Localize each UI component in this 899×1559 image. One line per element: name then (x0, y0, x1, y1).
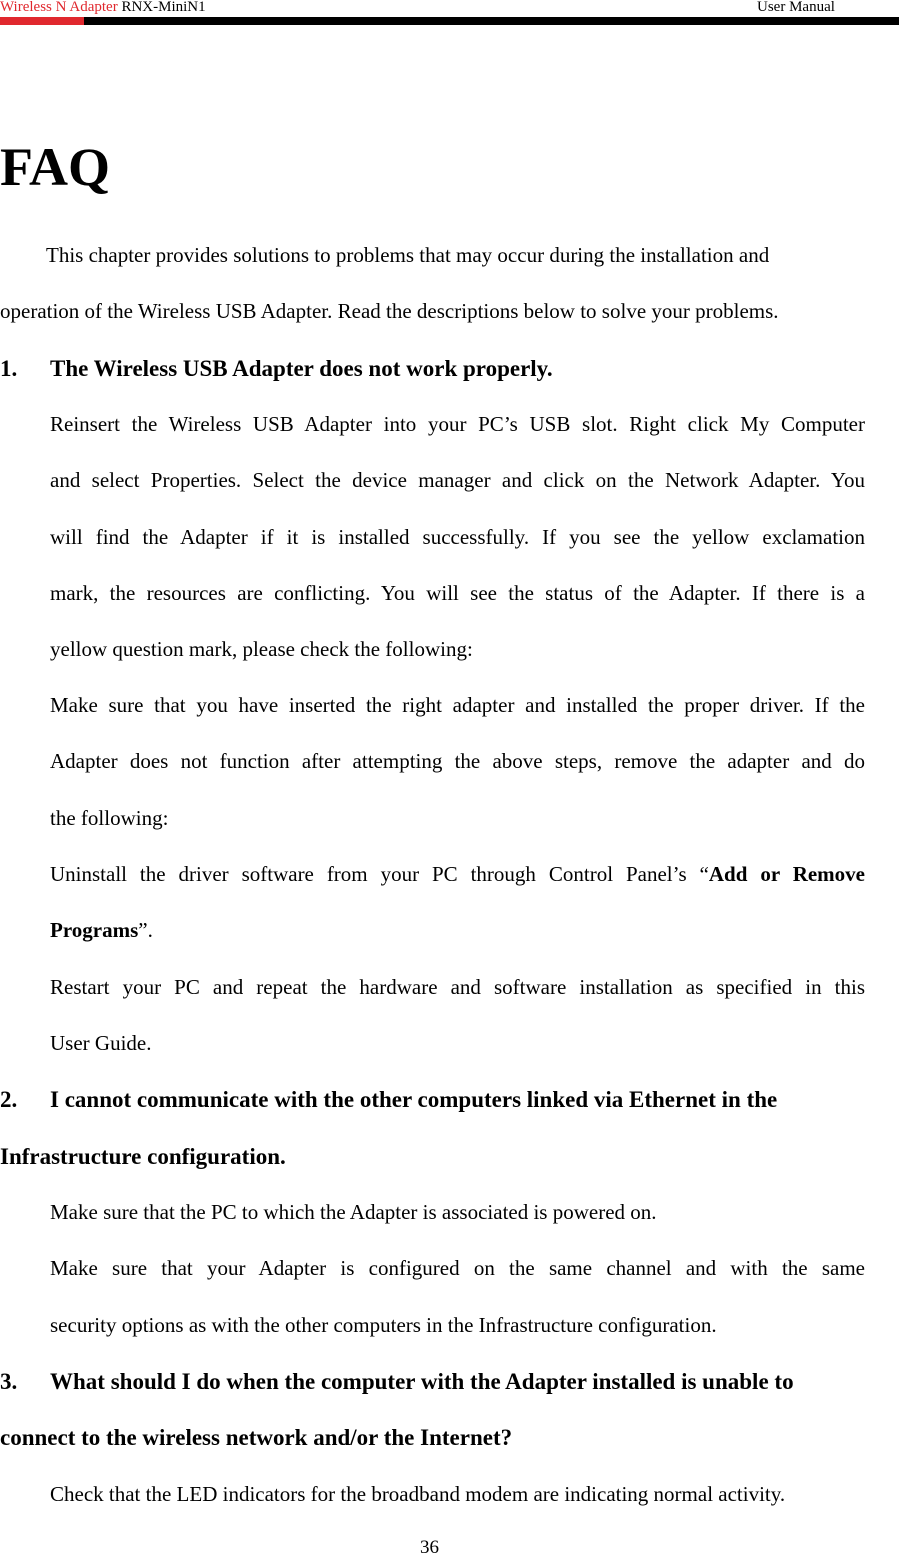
q3-line-1: Check that the LED indicators for the broadband modem are indicating normal activity. (50, 1482, 786, 1506)
q1-number: 1. (0, 356, 18, 381)
q1-line-3: will find the Adapter if it is installed successfully. If you see the yellow exclamation (50, 525, 865, 549)
q1-uninstall-text: Uninstall the driver software from your PC through Control Panel’s “ (50, 862, 709, 886)
q3-title-line-1: What should I do when the computer with the Adapter installed is unable to (50, 1369, 794, 1394)
q1-title: The Wireless USB Adapter does not work properly. (50, 356, 553, 381)
header-accent-bar (0, 17, 84, 25)
page-title: FAQ (0, 137, 110, 197)
q3-number: 3. (0, 1369, 18, 1394)
header-product-name (0, 0, 206, 16)
q1-line-2: and select Properties. Select the device manager and click on the Network Adapter. You (50, 468, 865, 492)
intro-line-2: operation of the Wireless USB Adapter. Read the descriptions below to solve your problems. (0, 299, 779, 323)
q1-line-4: mark, the resources are conflicting. You will see the status of the Adapter. If there is a (50, 581, 865, 605)
page-header (0, 0, 899, 26)
header-rule (84, 17, 899, 25)
q2-line-1: Make sure that the PC to which the Adapter is associated is powered on. (50, 1200, 657, 1224)
q1-line-5: yellow question mark, please check the following: (50, 637, 473, 661)
q1-line-1: Reinsert the Wireless USB Adapter into your PC’s USB slot. Right click My Computer (50, 412, 865, 436)
intro-line-1: This chapter provides solutions to problems that may occur during the installation and (46, 243, 770, 267)
q1-programs-line (50, 918, 153, 942)
header-model: RNX-MiniN1 (117, 0, 206, 15)
header-manual-label: User Manual (757, 0, 835, 15)
page-number: 36 (420, 1537, 439, 1558)
q2-line-3: security options as with the other computers in the Infrastructure configuration. (50, 1313, 717, 1337)
q1-restart-line-1: Restart your PC and repeat the hardware and software installation as specified in this (50, 975, 865, 999)
q1-add-remove: Add or Remove (708, 862, 865, 886)
q2-title-line-2: Infrastructure configuration. (0, 1144, 286, 1169)
q2-line-2: Make sure that your Adapter is configured on the same channel and with the same (50, 1256, 865, 1280)
q1-restart-line-2: User Guide. (50, 1031, 152, 1055)
q2-number: 2. (0, 1087, 18, 1112)
q1-line-7: Adapter does not function after attempting the above steps, remove the adapter and do (50, 749, 865, 773)
q1-programs-post: ”. (138, 918, 153, 942)
q1-line-8: the following: (50, 806, 169, 830)
q3-title-line-2: connect to the wireless network and/or the Internet? (0, 1425, 513, 1450)
q1-programs: Programs (50, 918, 139, 942)
header-brand-red: Wireless N Adapter (0, 0, 118, 15)
q2-title-line-1: I cannot communicate with the other computers linked via Ethernet in the (50, 1087, 778, 1112)
q1-line-6: Make sure that you have inserted the right adapter and installed the proper driver. If the (50, 693, 865, 717)
q1-uninstall-line (50, 862, 865, 886)
